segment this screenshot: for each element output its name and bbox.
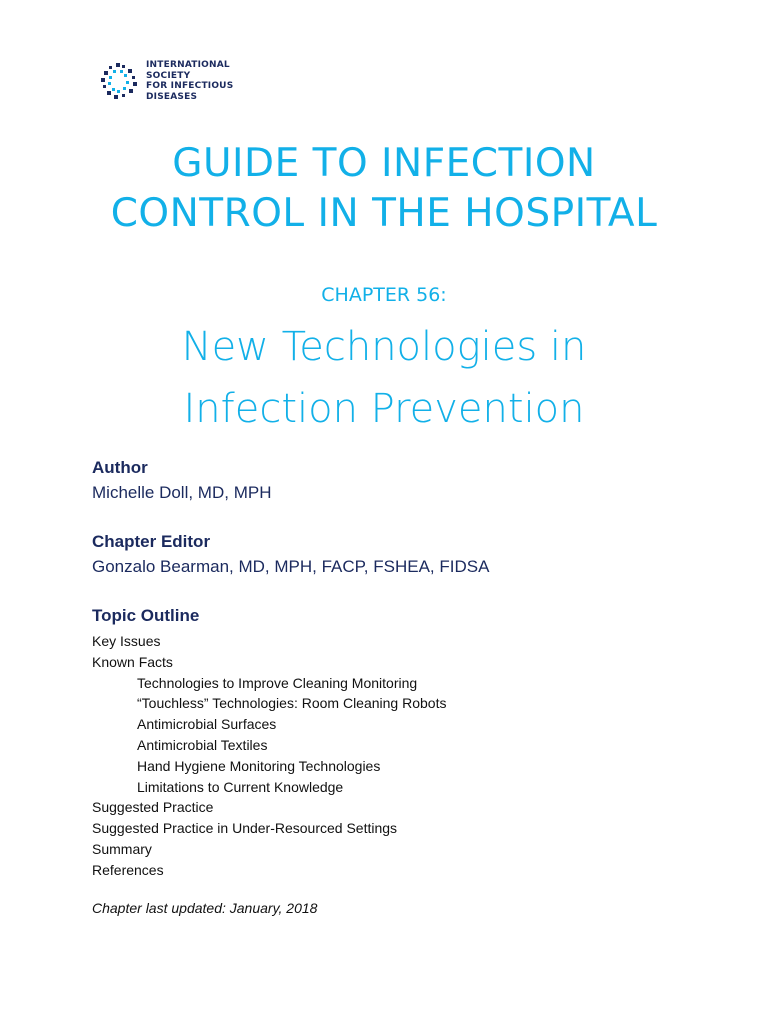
logo-line-4: DISEASES (146, 91, 198, 102)
outline-subitem: “Touchless” Technologies: Room Cleaning Robots (137, 695, 447, 712)
logo-line-3: FOR INFECTIOUS (146, 81, 234, 91)
chapter-title (0, 316, 768, 440)
isid-logo-text (146, 60, 233, 102)
chapter-label: CHAPTER 56: (321, 284, 447, 306)
guide-title-line-1: GUIDE TO INFECTION (172, 141, 596, 186)
outline-subitem: Hand Hygiene Monitoring Technologies (137, 757, 381, 774)
editor-name: Gonzalo Bearman, MD, MPH, FACP, FSHEA, FIDSA (92, 557, 490, 576)
outline-heading: Topic Outline (92, 606, 200, 625)
author-heading: Author (92, 458, 148, 477)
isid-logo (100, 60, 233, 102)
isid-dotted-ring-icon (100, 62, 138, 100)
chapter-title-line-1: New Technologies in (181, 324, 587, 370)
topic-outline-list (92, 631, 446, 881)
outline-subitem: Technologies to Improve Cleaning Monitoring (137, 674, 418, 691)
guide-title-line-2: CONTROL IN THE HOSPITAL (110, 191, 658, 236)
logo-line-1: INTERNATIONAL (146, 60, 230, 70)
author-name: Michelle Doll, MD, MPH (92, 483, 272, 502)
outline-item: Known Facts (92, 653, 173, 670)
outline-item: Suggested Practice (92, 799, 214, 816)
outline-subitem: Antimicrobial Surfaces (137, 716, 277, 733)
logo-line-2: SOCIETY (146, 70, 191, 81)
outline-subitem: Antimicrobial Textiles (137, 736, 268, 753)
chapter-title-line-2: Infection Prevention (183, 386, 585, 432)
outline-item: Summary (92, 840, 152, 857)
last-updated-note: Chapter last updated: January, 2018 (92, 900, 318, 916)
outline-subitem: Limitations to Current Knowledge (137, 778, 344, 795)
outline-item: Key Issues (92, 633, 161, 649)
outline-item: References (92, 861, 164, 878)
guide-title (0, 139, 768, 239)
editor-heading: Chapter Editor (92, 532, 211, 551)
outline-item: Suggested Practice in Under-Resourced Settings (92, 820, 398, 837)
